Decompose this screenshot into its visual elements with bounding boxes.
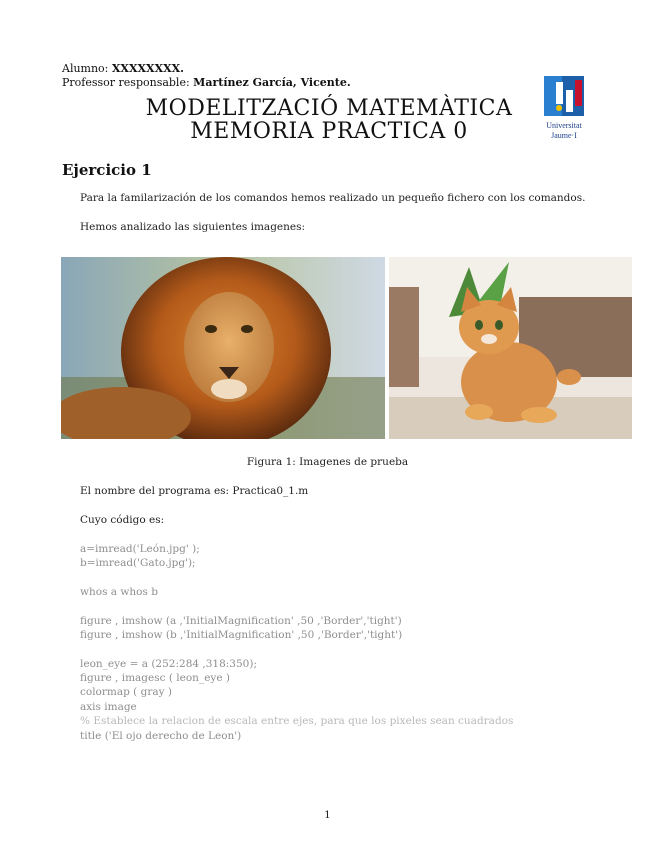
code-line: colormap ( gray )	[80, 686, 172, 698]
code-line: figure , imshow (a ,'InitialMagnification' ,50 ,'Border','tight')	[80, 615, 402, 627]
images-paragraph: Hemos analizado las siguientes imagenes:	[80, 221, 306, 233]
teacher-name: Martínez García, Vicente.	[193, 76, 351, 89]
teacher-line	[62, 76, 351, 89]
code-comment-line: % Establece la relacion de escala entre ejes, para que los pixeles sean cuadrados	[80, 715, 514, 727]
cat-image	[389, 257, 632, 439]
document-title-line2: MEMORIA PRACTICA 0	[190, 119, 468, 144]
student-line	[62, 62, 184, 75]
teacher-label: Professor responsable:	[62, 76, 190, 89]
code-line: title ('El ojo derecho de Leon')	[80, 730, 242, 742]
program-name-text: El nombre del programa es: Practica0_1.m	[80, 485, 309, 497]
code-intro-text: Cuyo código es:	[80, 514, 165, 526]
student-name: XXXXXXXX.	[111, 62, 184, 75]
document-title-line1: MODELITZACIÓ MATEMÀTICA	[145, 96, 513, 121]
code-line: leon_eye = a (252:284 ,318:350);	[80, 658, 257, 670]
student-label: Alumno:	[62, 62, 109, 75]
code-line: b=imread('Gato.jpg');	[80, 557, 196, 569]
code-line: whos a whos b	[80, 586, 158, 598]
code-line: figure , imshow (b ,'InitialMagnification' ,50 ,'Border','tight')	[80, 629, 403, 641]
code-line: figure , imagesc ( leon_eye )	[80, 672, 230, 684]
code-line: a=imread('León.jpg' );	[80, 543, 200, 555]
intro-paragraph: Para la familarización de los comandos hemos realizado un pequeño fichero con los comandos.	[80, 192, 586, 204]
section-heading: Ejercicio 1	[62, 161, 152, 179]
logo-text-line2: Jaume·I	[551, 131, 577, 140]
page-number: 1	[324, 809, 331, 821]
figure-caption: Figura 1: Imagenes de prueba	[246, 456, 409, 468]
code-line: axis image	[80, 701, 137, 713]
university-logo	[534, 76, 594, 140]
lion-image	[61, 257, 385, 439]
logo-text-line1: Universitat	[546, 121, 582, 130]
university-emblem-icon	[534, 76, 594, 140]
